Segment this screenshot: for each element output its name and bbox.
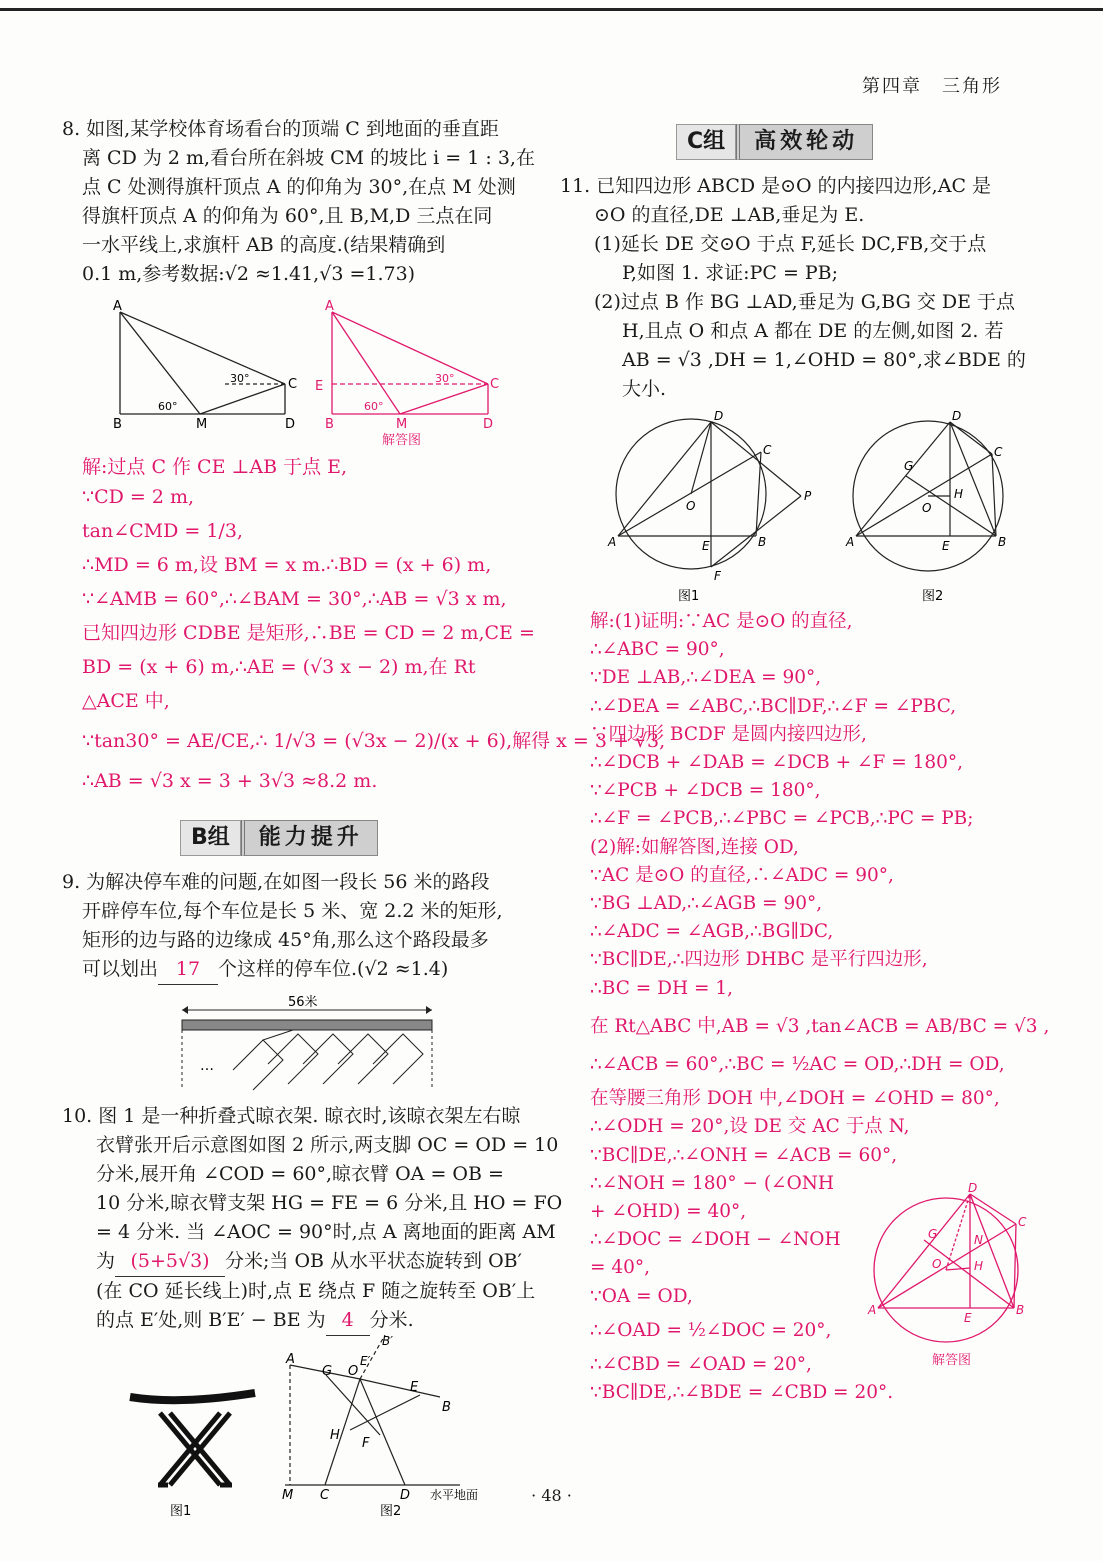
q11-f1-C: C xyxy=(763,443,772,457)
q10-ground-label: 水平地面 xyxy=(430,1488,479,1502)
top-rule xyxy=(0,8,1103,11)
ans-fig-C: C xyxy=(1018,1215,1027,1229)
q8-f2-A: A xyxy=(325,299,334,314)
chapter-header: 第四章 三角形 xyxy=(862,76,1002,97)
q11-f1-B: B xyxy=(758,535,767,549)
q11-figures xyxy=(606,404,1026,614)
q8-f2-C: C xyxy=(490,377,500,392)
q8-text: 8. 如图,某学校体育场看台的顶端 C 到地面的垂直距 离 CD 为 2 m,看台所在斜坡 CM 的坡比 i = 1 : 3,在 点 C 处测得旗杆顶点 A 的仰角为 30°,在点 M 处测 得旗杆顶点 A 的仰角为 60°,且 B,M,D 三点在同 一水平线上,求旗杆 AB 的高度.(结果精确到 0.1 m,参考数据:√2 ≈1.41,√3 =1.73) xyxy=(62,118,535,285)
q11-answer-figure xyxy=(866,1180,1036,1370)
ans-fig-O: O xyxy=(932,1257,942,1271)
ans-fig-D: D xyxy=(968,1181,978,1195)
q11-f1-O: O xyxy=(686,499,696,513)
q11-f2-H: H xyxy=(954,487,964,501)
q8-f1-angle60: 60° xyxy=(158,400,178,413)
group-c-title: 高效轮动 xyxy=(736,124,873,160)
q10-answer-1: (5+5√3) xyxy=(115,1247,225,1277)
q10-pt-H: H xyxy=(330,1428,340,1443)
q11-f2-A: A xyxy=(846,535,855,549)
group-c-banner xyxy=(676,124,873,160)
q10-pt-A: A xyxy=(286,1352,295,1367)
ans-fig-G: G xyxy=(928,1227,938,1241)
q11-f2-G: G xyxy=(904,459,914,473)
q8-f1-M: M xyxy=(196,417,208,432)
q10-pt-O: O xyxy=(348,1364,359,1379)
q10-figure-1-rack xyxy=(130,1393,255,1485)
q10-pt-Bp: B′ xyxy=(382,1335,393,1348)
q10-pt-F: F xyxy=(362,1436,370,1451)
group-c-letter: C组 xyxy=(676,124,736,160)
q11-f1-E: E xyxy=(702,539,710,553)
q11-f2-B: B xyxy=(998,535,1007,549)
ans-fig-H: H xyxy=(974,1259,984,1273)
q10-figure-2 xyxy=(285,1335,460,1485)
q8-f2-angle60: 60° xyxy=(364,400,384,413)
q11-f2-E: E xyxy=(942,539,950,553)
q8-f2-M: M xyxy=(396,417,408,432)
q10-answer-2: 4 xyxy=(326,1306,370,1336)
q8-figure-2 xyxy=(332,312,488,414)
q8-figures xyxy=(110,298,510,458)
q8-figure-1 xyxy=(120,312,285,414)
q11-f1-P: P xyxy=(804,489,812,503)
q9-ellipsis: … xyxy=(200,1058,214,1074)
q11-figure-2 xyxy=(853,421,1003,571)
q11-f2-C: C xyxy=(994,445,1003,459)
q10-pt-C: C xyxy=(320,1488,330,1503)
q10-text: 10. 图 1 是一种折叠式晾衣架. 晾衣时,该晾衣架左右晾 衣臂张开后示意图如图 2 所示,两支脚 OC = OD = 10 分米,展开角 ∠COD = 60°,晾衣臂 OA = OB = 10 分米,晾衣臂支架 HG = FE = 6 分米,且 HO = FO = 4 分米. 当 ∠AOC = 90°时,点 A 离地面的距离 AM 为 (5+5√3) 分米;当 OB 从水平状态旋转到 OB′ (在 CO 延长线上)时,点 E 绕点 F 随之旋转至 OB′上 的点 E′处,则 B′E′ − BE 为 4 分米. xyxy=(62,1102,562,1336)
group-b-letter: B组 xyxy=(180,820,241,856)
page-number: · 48 · xyxy=(531,1486,572,1505)
ans-fig-N: N xyxy=(974,1233,983,1247)
q11-f1-A: A xyxy=(608,535,617,549)
q8-f1-A: A xyxy=(113,299,122,314)
ans-fig-B: B xyxy=(1016,1303,1025,1317)
q11-f1-F: F xyxy=(714,569,721,583)
ans-fig-A: A xyxy=(868,1303,877,1317)
q11-solution: 解:(1)证明:∵AC 是⊙O 的直径, ∴∠ABC = 90°, ∵DE ⊥AB,∴∠DEA = 90°, ∴∠DEA = ∠ABC,∴BC∥DF,∴∠F = ∠PBC, ∵四边形 BCDF 是圆内接四边形, ∴∠DCB + ∠DAB = ∠DCB + ∠F = 180°, ∵∠PCB + ∠DCB = 180°, ∴∠F = ∠PCB,∴∠PBC = ∠PCB,∴PC = PB; (2)解:如解答图,连接 OD, ∵AC 是⊙O 的直径,∴∠ADC = 90°, ∵BG ⊥AD,∴∠AGB = 90°, ∴∠ADC = ∠AGB,∴BG∥DC, ∵BC∥DE,∴四边形 DHBC 是平行四边形, ∴BC = DH = 1, 在 Rt△ABC 中,AB = √3 ,tan∠ACB = AB/BC = √3 , ∴∠ACB = 60°,∴BC = ½AC = OD,∴DH = OD, 在等腰三角形 DOH 中,∠DOH = ∠OHD = 80°, ∴∠ODH = 20°,设 DE 交 AC 于点 N, ∵BC∥DE,∴∠ONH = ∠ACB = 60°, ∴∠NOH = 180° − (∠ONH + ∠OHD) = 40°, ∴∠DOC = ∠DOH − ∠NOH = 40°, ∵OA = OD, ∴∠OAD = ½∠DOC = 20°, ∴∠CBD = ∠OAD = 20°, ∵BC∥DE,∴∠BDE = ∠CBD = 20°. xyxy=(590,611,1050,1404)
q8-f1-C: C xyxy=(288,377,298,392)
q10-pt-D: D xyxy=(400,1488,411,1503)
q8-f2-angle30: 30° xyxy=(435,372,455,385)
q9-answer: 17 xyxy=(158,955,218,985)
ans-fig-caption: 解答图 xyxy=(932,1353,972,1368)
q8-f1-B: B xyxy=(113,417,122,432)
q11-f1-D: D xyxy=(714,409,724,423)
q10-fig1-caption: 图1 xyxy=(170,1504,192,1519)
q11-text: 11. 已知四边形 ABCD 是⊙O 的内接四边形,AC 是 ⊙O 的直径,DE ⊥AB,垂足为 E. (1)延长 DE 交⊙O 于点 F,延长 DC,FB,交于点 P,如图 1. 求证:PC = PB; (2)过点 B 作 BG ⊥AD,垂足为 G,BG 交 DE 于点 H,且点 O 和点 A 都在 DE 的左侧,如图 2. 若 AB = √3 ,DH = 1,∠OHD = 80°,求∠BDE 的 大小. xyxy=(560,175,1026,400)
q8-f2-B: B xyxy=(325,417,334,432)
q8-solution: 解:过点 C 作 CE ⊥AB 于点 E, ∵CD = 2 m, tan∠CMD = 1/3, ∴MD = 6 m,设 BM = x m.∴BD = (x + 6) m, ∵∠AMB = 60°,∴∠BAM = 30°,∴AB = √3 x m, 已知四边形 CDBE 是矩形,∴BE = CD = 2 m,CE = BD = (x + 6) m,∴AE = (√3 x − 2) m,在 Rt △ACE 中, ∵tan30° = AE/CE,∴ 1/√3 = (√3x − 2)/(x + 6),解得 x = 3 + √3, ∴AB = √3 x = 3 + 3√3 ≈8.2 m. xyxy=(82,456,666,792)
group-b-title: 能力提升 xyxy=(241,820,378,856)
q8-caption: 解答图 xyxy=(382,433,422,448)
q10-pt-M: M xyxy=(282,1488,294,1503)
q8-f2-D: D xyxy=(483,417,494,432)
q8-f1-angle30: 30° xyxy=(230,372,250,385)
q11-fig1-caption: 图1 xyxy=(678,589,700,604)
q11-fig2-caption: 图2 xyxy=(922,589,944,604)
q9-text: 9. 为解决停车难的问题,在如图一段长 56 米的路段 开辟停车位,每个车位是长 5 米、宽 2.2 米的矩形, 矩形的边与路的边缘成 45°角,那么这个路段最多 可以划出 17 个这样的停车位.(√2 ≈1.4) xyxy=(62,868,503,985)
q11-f2-O: O xyxy=(922,501,932,515)
q10-fig2-caption: 图2 xyxy=(380,1504,402,1519)
q9-length-label: 56米 xyxy=(288,995,318,1010)
q11-f2-D: D xyxy=(952,409,962,423)
q9-figure xyxy=(178,992,438,1094)
group-b-banner xyxy=(180,820,378,856)
ans-fig-E: E xyxy=(964,1311,972,1325)
q8-f2-E: E xyxy=(315,379,324,394)
q10-pt-Ep: E′ xyxy=(360,1354,371,1368)
q10-pt-G: G xyxy=(322,1364,333,1379)
q10-pt-B: B xyxy=(442,1400,451,1415)
q8-f1-D: D xyxy=(285,417,296,432)
q10-pt-E: E xyxy=(410,1380,419,1395)
